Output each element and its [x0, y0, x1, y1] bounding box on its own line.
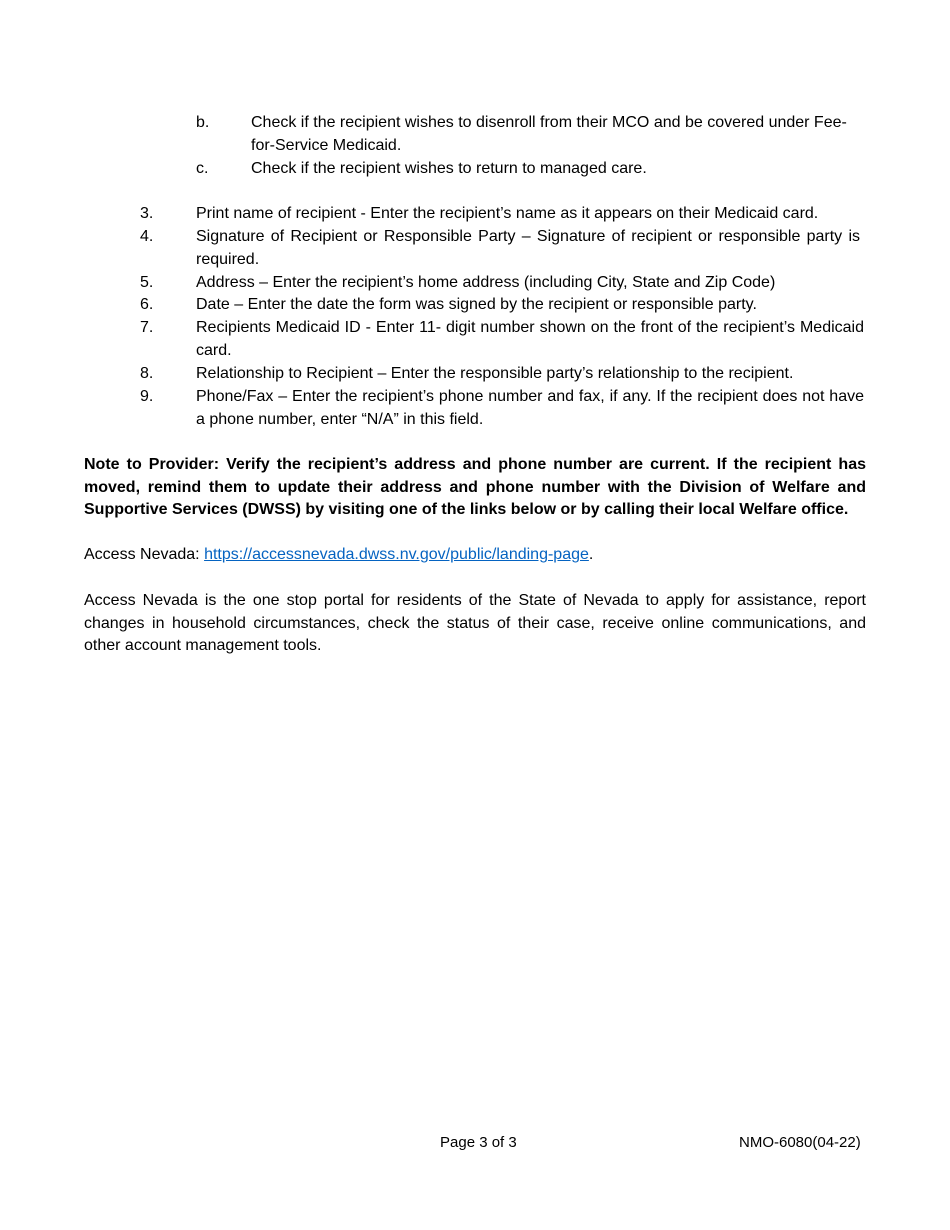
item-8-marker: 8. [140, 365, 154, 382]
item-4-text: Signature of Recipient or Responsible Party – Signature of recipient or responsible party is required. [196, 228, 860, 268]
item-5-marker: 5. [140, 274, 154, 291]
sub-item-b-marker: b. [196, 114, 210, 131]
access-nevada-line [84, 544, 593, 567]
access-nevada-period: . [588, 546, 594, 563]
item-4-marker: 4. [140, 228, 154, 245]
item-9-text: Phone/Fax – Enter the recipient’s phone number and fax, if any. If the recipient does not have a phone number, enter “N/A” in this field. [196, 388, 864, 428]
item-3-text: Print name of recipient - Enter the recipient’s name as it appears on their Medicaid card. [196, 205, 819, 222]
form-number: NMO-6080(04-22) [739, 1134, 861, 1151]
access-nevada-description: Access Nevada is the one stop portal for residents of the State of Nevada to apply for assistance, report changes in household circumstances, check the status of their case, receive online communications, and other account management tools. [84, 592, 866, 655]
item-5-text: Address – Enter the recipient’s home address (including City, State and Zip Code) [196, 274, 776, 291]
access-nevada-link[interactable]: https://accessnevada.dwss.nv.gov/public/landing-page [204, 546, 589, 563]
sub-item-c-marker: c. [196, 160, 209, 177]
item-3-marker: 3. [140, 205, 154, 222]
item-7-marker: 7. [140, 319, 154, 336]
item-6-marker: 6. [140, 296, 154, 313]
item-9-marker: 9. [140, 388, 154, 405]
item-8-text: Relationship to Recipient – Enter the responsible party’s relationship to the recipient. [196, 365, 794, 382]
sub-item-c-text: Check if the recipient wishes to return to managed care. [251, 160, 647, 177]
access-nevada-label: Access Nevada: [84, 546, 205, 563]
sub-item-b-text: Check if the recipient wishes to disenroll from their MCO and be covered under Fee-for-Service Medicaid. [251, 114, 847, 154]
item-6-text: Date – Enter the date the form was signed by the recipient or responsible party. [196, 296, 757, 313]
page-number: Page 3 of 3 [440, 1134, 517, 1151]
item-7-text: Recipients Medicaid ID - Enter 11- digit number shown on the front of the recipient’s Medicaid card. [196, 319, 864, 359]
provider-note: Note to Provider: Verify the recipient’s address and phone number are current. If the recipient has moved, remind them to update their address and phone number with the Division of Welfare and Supportive Services (DWSS) by visiting one of the links below or by calling their local Welfare office. [84, 456, 866, 519]
